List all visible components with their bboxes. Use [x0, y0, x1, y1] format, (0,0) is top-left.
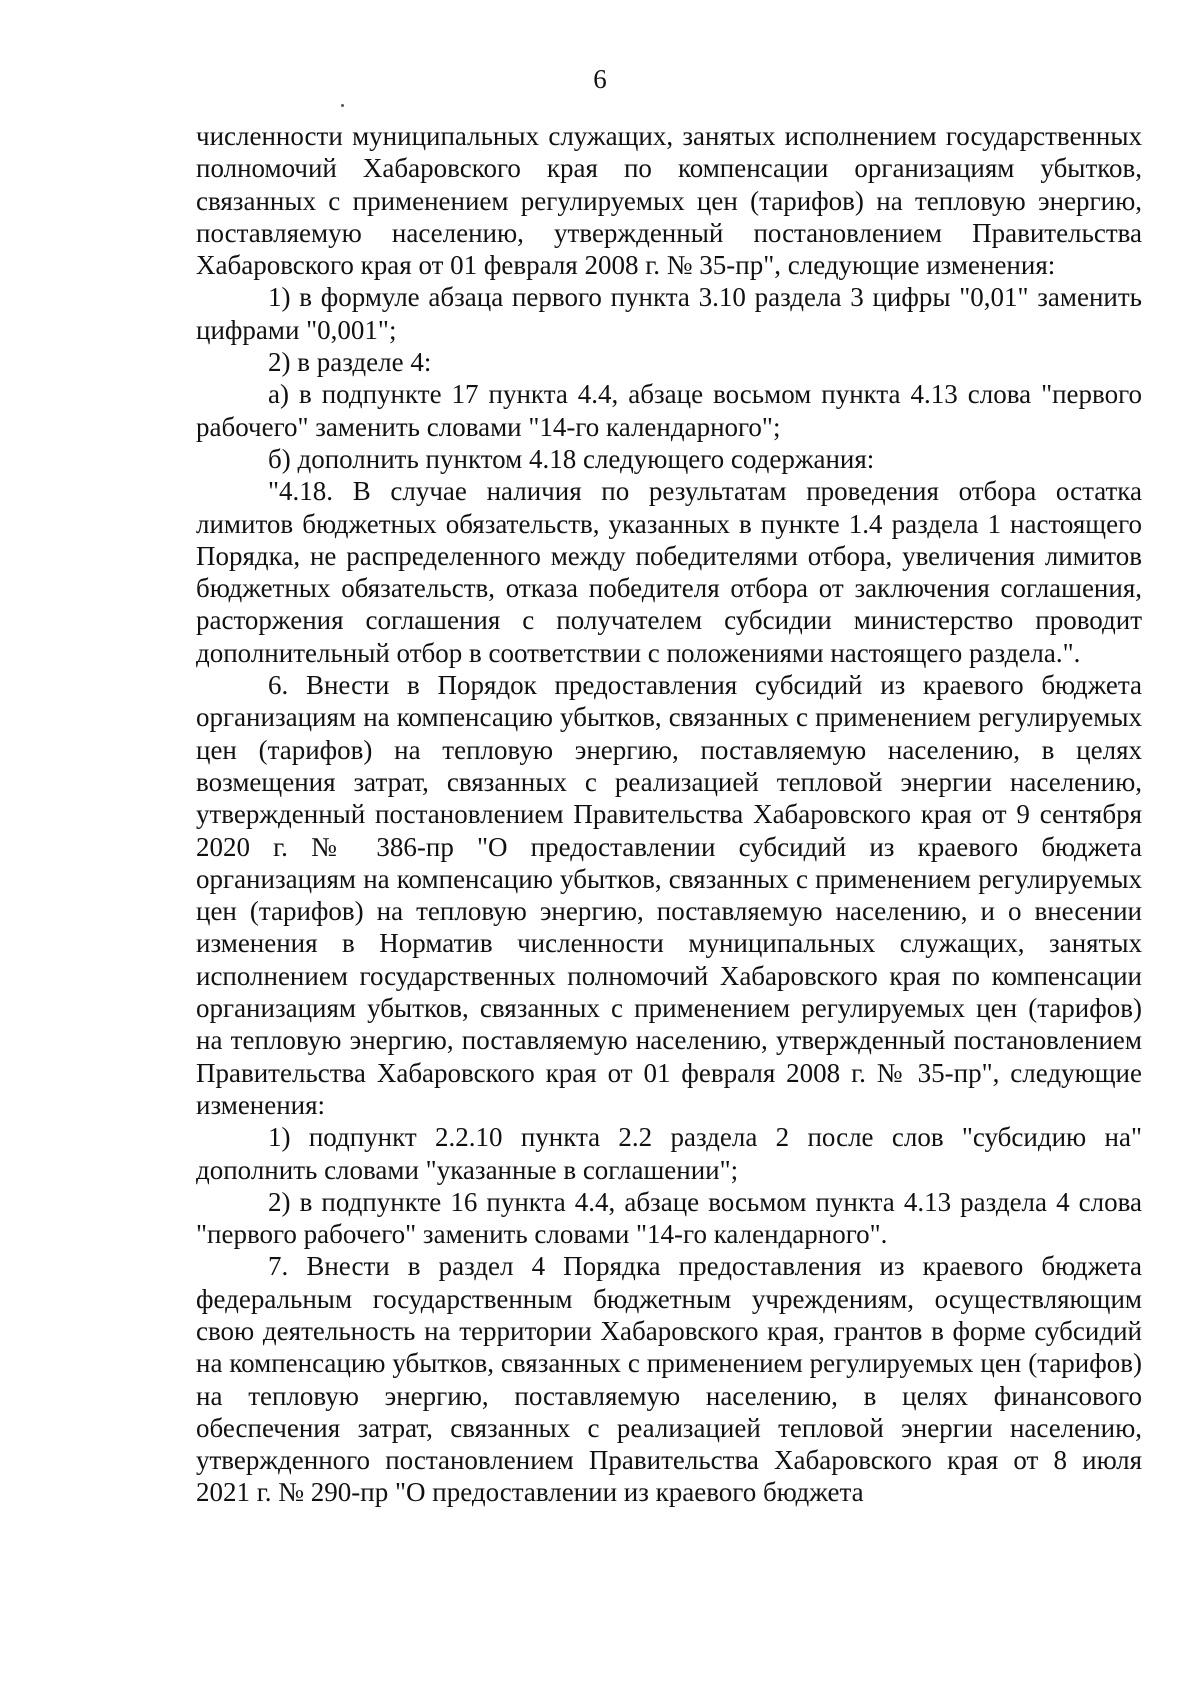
paragraph-section-6-item-1: 1) подпункт 2.2.10 пункта 2.2 раздела 2 после слов "субсидию на" дополнить словами "указанные в соглашении"; — [196, 1122, 1142, 1185]
paragraph-item-a: а) в подпункте 17 пункта 4.4, абзаце восьмом пункта 4.13 слова "первого рабочего" заменить словами "14-го календарного"; — [196, 379, 1142, 442]
page-number: 6 — [593, 64, 607, 94]
paragraph-item-1: 1) в формуле абзаца первого пункта 3.10 раздела 3 цифры "0,01" заменить цифрами "0,001"; — [196, 282, 1142, 345]
paragraph-item-b: б) дополнить пунктом 4.18 следующего содержания: — [268, 443, 875, 474]
document-body — [196, 120, 1142, 1509]
scan-speck — [341, 104, 344, 107]
paragraph-clause-4-18: "4.18. В случае наличия по результатам проведения отбора остатка лимитов бюджетных обязательств, указанных в пункте 1.4 раздела 1 настоящего Порядка, не распределенного между победителями отбора, увеличения лимитов бюджетных обязательств, отказа победителя отбора от заключения соглашения, расторжения соглашения с получателем субсидии министерство проводит дополнительный отбор в соответствии с положениями настоящего раздела.". — [196, 476, 1142, 668]
paragraph-section-7: 7. Внести в раздел 4 Порядка предоставления из краевого бюджета федеральным государственным бюджетным учреждениям, осуществляющим свою деятельность на территории Хабаровского края, грантов в форме субсидий на компенсацию убытков, связанных с применением регулируемых цен (тарифов) на тепловую энергию, поставляемую населению, в целях финансового обеспечения затрат, связанных с реализацией тепловой энергии населению, утвержденного постановлением Правительства Хабаровского края от 8 июля 2021 г. № 290-пр "О предоставлении из краевого бюджета — [196, 1251, 1142, 1508]
paragraph-section-6-item-2: 2) в подпункте 16 пункта 4.4, абзаце восьмом пункта 4.13 раздела 4 слова "первого рабочего" заменить словами "14-го календарного". — [196, 1186, 1142, 1250]
paragraph-continuation: численности муниципальных служащих, занятых исполнением государственных полномочий Хабаровского края по компенсации организациям убытков, связанных с применением регулируемых цен (тарифов) на тепловую энергию, поставляемую населению, утвержденный постановлением Правительства Хабаровского края от 01 февраля 2008 г. № 35-пр", следующие изменения: — [196, 121, 1142, 281]
paragraph-section-6: 6. Внести в Порядок предоставления субсидий из краевого бюджета организациям на компенсацию убытков, связанных с применением регулируемых цен (тарифов) на тепловую энергию, поставляемую населению, в целях возмещения затрат, связанных с реализацией тепловой энергии населению, утвержденный постановлением Правительства Хабаровского края от 9 сентября 2020 г. № 386-пр "О предоставлении субсидий из краевого бюджета организациям на компенсацию убытков, связанных с применением регулируемых цен (тарифов) на тепловую энергию, поставляемую населению, и о внесении изменения в Норматив численности муниципальных служащих, занятых исполнением государственных полномочий Хабаровского края по компенсации организациям убытков, связанных с применением регулируемых цен (тарифов) на тепловую энергию, поставляемую населению, утвержденный постановлением Правительства Хабаровского края от 01 февраля 2008 г. № 35-пр", следующие изменения: — [196, 670, 1142, 1120]
paragraph-item-2: 2) в разделе 4: — [268, 347, 432, 378]
